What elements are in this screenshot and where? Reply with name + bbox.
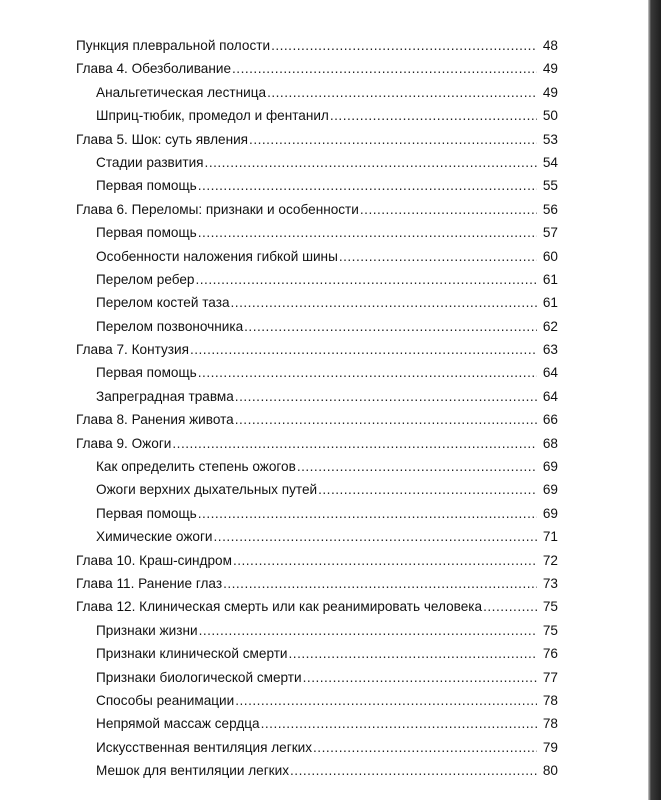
toc-entry-title: Глава 9. Ожоги [76,435,172,451]
toc-page-number: 80 [542,763,558,779]
toc-subentry [76,506,558,529]
toc-page-number: 75 [542,622,558,638]
toc-subentry [76,225,558,248]
toc-page-number: 53 [542,131,558,147]
toc-entry-title: Особенности наложения гибкой шины [96,248,338,264]
dot-leader [233,553,537,568]
toc-subentry [76,85,558,108]
toc-page-number: 57 [542,225,558,241]
toc-entry-title: Перелом ребер [96,271,195,287]
toc-page-number: 73 [542,575,558,591]
toc-chapter-entry [76,61,558,84]
toc-entry-title: Как определить степень ожогов [96,459,296,475]
toc-page-number: 62 [542,318,558,334]
toc-entry-title: Первая помощь [96,505,197,521]
dot-leader [235,412,537,427]
toc-subentry [76,740,558,763]
table-of-contents [76,38,558,787]
toc-entry-title: Признаки клинической смерти [96,646,288,662]
toc-chapter-entry [76,202,558,225]
toc-subentry [76,249,558,272]
toc-entry-title: Химические ожоги [96,529,213,545]
toc-entry-title: Признаки жизни [96,622,198,638]
toc-subentry [76,108,558,131]
toc-subentry [76,529,558,552]
toc-entry-title: Анальгетическая лестница [96,84,267,100]
toc-entry-title: Глава 8. Ранения живота [76,412,234,428]
toc-page-number: 63 [542,342,558,358]
toc-entry-title: Глава 6. Переломы: признаки и особенности [76,201,359,217]
toc-page-number: 78 [542,716,558,732]
page-edge-shadow [648,0,661,800]
toc-page-number: 69 [542,459,558,475]
toc-chapter-entry [76,436,558,459]
dot-leader [271,38,537,53]
toc-page-number: 60 [542,248,558,264]
toc-entry-title: Запреградная травма [96,388,234,404]
toc-page-number: 75 [542,599,558,615]
dot-leader [290,763,537,778]
toc-chapter-entry [76,132,558,155]
toc-entry-title: Стадии развития [96,154,204,170]
toc-subentry [76,389,558,412]
toc-subentry [76,155,558,178]
dot-leader [360,202,537,217]
toc-entry-title: Пункция плевральной полости [76,38,271,53]
toc-subentry [76,319,558,342]
toc-subentry [76,459,558,482]
toc-subentry [76,272,558,295]
dot-leader [172,436,537,451]
toc-subentry [76,763,558,786]
toc-entry-title: Признаки биологической смерти [96,669,302,685]
dot-leader [235,389,537,404]
toc-entry-title: Глава 5. Шок: суть явления [76,131,249,147]
toc-entry-title: Перелом позвоночника [96,318,244,334]
dot-leader [303,670,537,685]
toc-page-number: 68 [542,435,558,451]
dot-leader [223,576,537,591]
dot-leader [483,599,537,614]
toc-entry-title: Глава 12. Клиническая смерть или как реанимировать человека [76,599,483,615]
toc-chapter-entry [76,342,558,365]
toc-page-number: 69 [542,505,558,521]
toc-subentry [76,365,558,388]
dot-leader [267,85,537,100]
toc-page-number: 64 [542,388,558,404]
toc-chapter-entry [76,576,558,599]
dot-leader [214,529,537,544]
toc-subentry [76,178,558,201]
toc-entry-title: Первая помощь [96,365,197,381]
dot-leader [339,249,537,264]
toc-subentry [76,670,558,693]
toc-chapter-entry [76,412,558,435]
dot-leader [231,295,537,310]
dot-leader [235,693,537,708]
dot-leader [198,506,537,521]
toc-chapter-entry [76,38,558,61]
dot-leader [318,482,537,497]
toc-page-number: 54 [542,154,558,170]
toc-page-number: 50 [542,108,558,124]
toc-page-number: 61 [542,271,558,287]
dot-leader [244,319,537,334]
toc-page-number: 55 [542,178,558,194]
dot-leader [205,155,537,170]
toc-subentry [76,646,558,669]
toc-page-number: 77 [542,669,558,685]
dot-leader [261,716,537,731]
toc-entry-title: Шприц-тюбик, промедол и фентанил [96,108,329,124]
toc-page-number: 76 [542,646,558,662]
toc-chapter-entry [76,599,558,622]
toc-subentry [76,295,558,318]
toc-page-number: 66 [542,412,558,428]
toc-entry-title: Глава 10. Краш-синдром [76,552,232,568]
toc-entry-title: Глава 7. Контузия [76,342,189,358]
dot-leader [198,365,537,380]
toc-entry-title: Перелом костей таза [96,295,230,311]
toc-page-number: 61 [542,295,558,311]
toc-page-number: 79 [542,739,558,755]
toc-page-number: 49 [542,61,558,77]
toc-chapter-entry [76,553,558,576]
dot-leader [232,61,537,76]
toc-entry-title: Глава 4. Обезболивание [76,61,232,77]
dot-leader [249,132,537,147]
dot-leader [330,108,537,123]
toc-entry-title: Искусственная вентиляция легких [96,739,313,755]
dot-leader [297,459,537,474]
toc-page-number: 69 [542,482,558,498]
dot-leader [289,646,537,661]
dot-leader [313,740,537,755]
dot-leader [196,272,538,287]
toc-subentry [76,482,558,505]
dot-leader [190,342,537,357]
toc-subentry [76,716,558,739]
toc-entry-title: Глава 11. Ранение глаз [76,575,223,591]
dot-leader [199,623,537,638]
dot-leader [198,225,537,240]
toc-entry-title: Способы реанимации [96,692,235,708]
dot-leader [198,178,537,193]
toc-subentry [76,693,558,716]
toc-page-number: 48 [542,38,558,53]
toc-page-number: 78 [542,692,558,708]
toc-entry-title: Непрямой массаж сердца [96,716,260,732]
toc-entry-title: Первая помощь [96,178,197,194]
toc-page-number: 49 [542,84,558,100]
toc-entry-title: Первая помощь [96,225,197,241]
toc-page-number: 71 [542,529,558,545]
toc-page-number: 56 [542,201,558,217]
toc-subentry [76,623,558,646]
toc-page-number: 72 [542,552,558,568]
toc-page-number: 64 [542,365,558,381]
toc-entry-title: Ожоги верхних дыхательных путей [96,482,318,498]
toc-entry-title: Мешок для вентиляции легких [96,763,290,779]
